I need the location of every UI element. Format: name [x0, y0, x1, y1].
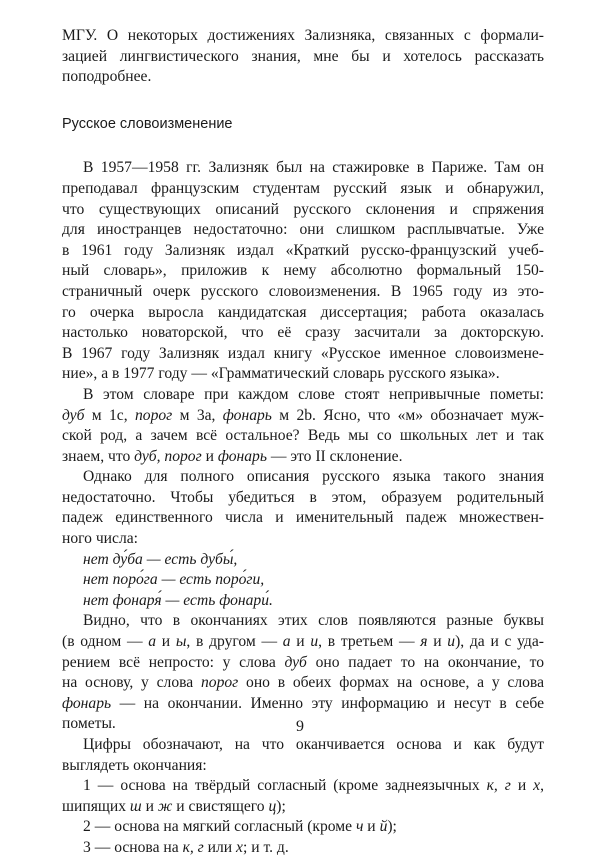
- paragraph-1: В 1957—1958 гг. Зализняк был на стажировке в Париже. Там он преподавал французским студентам русский язык и обнаружил, что существующих описаний русского склонения и спряжения для иностранцев недостаточно: они слишком расплывчатые. Уже в 1961 году Зализняк издал «Краткий русско-французский учеб- ный словарь», приложив к нему абсолютно формальный 150- страничный очерк русского словоизменения. В 1965 году из это- го очерка выросла кандидатская диссертация; работа оказалась настолько новаторской, что её сразу засчитали за докторскую. В 1967 году Зализняк издал книгу «Русское именное словоизмене- ние», а в 1977 году — «Грамматический словарь русского языка».: [62, 159, 544, 383]
- list-item-2: 2 — основа на мягкий согласный (кроме ч и й);: [83, 818, 397, 836]
- page-number: 9: [296, 718, 304, 735]
- paragraph-2: В этом словаре при каждом слове стоят непривычные пометы: дуб м 1с, порог м 3а, фонарь м 2b. Ясно, что «м» обозначает муж- ской род, а зачем всё остальное? Ведь мы со школьных лет и так знаем, что дуб, порог и фонарь — это II склонение.: [62, 385, 544, 465]
- paragraph-5: Цифры обозначают, на что оканчивается основа и как будут выглядеть окончания:: [62, 736, 544, 774]
- opening-paragraph: МГУ. О некоторых достижениях Зализняка, связанных с формали- зацией лингвистического знания, мне бы и хотелось рассказать поподробнее.: [62, 27, 544, 86]
- example-2: нет поро́га — есть поро́ги,: [83, 571, 265, 589]
- list-item-1: 1 — основа на твёрдый согласный (кроме заднеязычных к, г и х, шипящих ш и ж и свистящего ц);: [62, 777, 544, 815]
- paragraph-3: Однако для полного описания русского языка такого знания недостаточно. Чтобы убедиться в этом, образуем родительный падеж единственного числа и именительный падеж множествен- ного числа:: [62, 468, 544, 548]
- example-3: нет фонаря́ — есть фонари́.: [83, 591, 273, 609]
- example-1: нет ду́ба — есть дубы́,: [83, 550, 238, 568]
- section-heading: Русское словоизменение: [62, 115, 233, 132]
- paragraph-4: Видно, что в окончаниях этих слов появляются разные буквы (в одном — а и ы, в другом — а и и, в третьем — я и и), да и с уда- рением всё непросто: у слова дуб оно падает то на окончание, то на основу, у слова порог оно в обеих формах на основе, а у слова фонарь — на окончании. Именно эту информацию и несут в себе пометы.: [62, 612, 544, 733]
- list-item-3: 3 — основа на к, г или х; и т. д.: [83, 838, 289, 856]
